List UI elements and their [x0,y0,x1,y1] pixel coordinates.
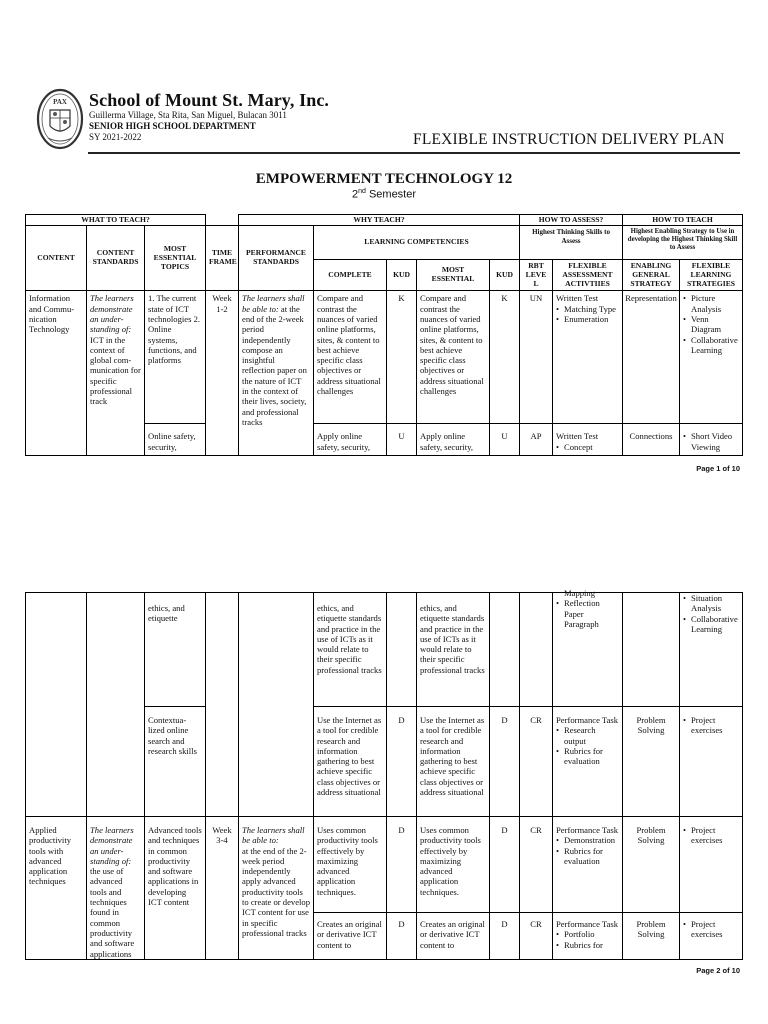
page-number-1: Page 1 of 10 [696,464,740,473]
assessment-item: • Enumeration [556,314,619,324]
assessment-cell [553,291,623,424]
kud-cell: K [387,291,417,424]
assessment-title: Performance Task [556,715,618,725]
standards-body: ICT in the context of global com-munication for specific professional track [90,334,141,407]
most-essential-col-header: MOST ESSENTIAL [417,260,490,291]
content-standards-cell [87,593,145,817]
assessment-item: • Rubrics for [556,940,619,950]
content-cell [26,593,87,817]
kud-cell [387,593,417,707]
assessment-cell [553,424,623,456]
general-strategy-cell [623,913,680,960]
learning-strategies-cell [680,291,743,424]
rbt-text: AP [530,431,542,442]
school-address: Guillerma Village, Sta Rita, San Miguel, Bulacan 3011 [89,110,287,120]
assessment-item: • Demonstration [556,835,619,845]
general-strategy-cell [623,817,680,913]
most-essential-cell [417,424,490,456]
rbt-cell [520,707,553,817]
rbt-cell [520,424,553,456]
most-essential-text: Use the Internet as a tool for credible research and information gathering to best achieve specific class objectives or address situational [420,715,485,798]
assessment-cell [553,707,623,817]
time-frame-col-header: TIME FRAME [206,226,239,291]
strategy-item: • Project exercises [683,715,739,736]
complete-text: Creates an original or derivative ICT content to [317,919,382,950]
strategy-item: • Project exercises [683,825,739,846]
assessment-item-continued: Mapping [564,588,596,598]
assessment-cell [553,817,623,913]
kud-text: D [398,919,405,929]
subject-title: EMPOWERMENT TECHNOLOGY 12 [255,171,513,187]
strategy-item: • Collaborative Learning [683,335,739,356]
complete-cell: Compare and contrast the nuances of varied online platforms, sites, & content to best achieve specific class objectives or address situational challenges [314,291,387,424]
general-strategy-cell: Representation [623,291,680,424]
kud-cell [387,424,417,456]
highest-enabling-header: Highest Enabling Strategy to Use in developing the Highest Thinking Skill to Assess [623,226,743,260]
semester-number: 2 [351,188,359,201]
general-strategy-text: Problem Solving [636,825,666,846]
header-divider [88,152,740,154]
kud-text-2: D [501,825,508,835]
plan-table-page2 [25,588,743,960]
strategy-item: • Situation Analysis [683,593,739,614]
learning-strategies-cell [680,707,743,817]
learning-competencies-header: LEARNING COMPETENCIES [314,226,520,260]
rbt-cell [520,593,553,707]
rbt-text: CR [530,825,542,835]
time-frame-text: Week 3-4 [212,825,232,846]
most-essential-topics-col-header: MOST ESSENTIAL TOPICS [145,226,206,291]
rbt-level-col-header: RBT LEVE L [520,260,553,291]
rbt-text: CR [530,919,542,929]
department-name: SENIOR HIGH SCHOOL DEPARTMENT [89,121,256,131]
topic-cell [145,593,206,707]
rbt-text: CR [530,715,542,725]
performance-standards-cell [239,817,314,960]
kud-text-2: D [501,715,508,725]
assessment-title: Written Test [556,431,599,442]
strategy-item: • Project exercises [683,919,739,940]
assessment-item: • Rubrics for evaluation [556,746,619,767]
assessment-item: • Concept [556,442,619,452]
most-essential-cell [417,817,490,913]
kud-cell-2 [490,593,520,707]
complete-cell [314,424,387,456]
page-number-2: Page 2 of 10 [696,966,740,975]
topic-cell: 1. The current state of ICT technologies 2. Online systems, functions, and platforms [145,291,206,424]
highest-thinking-header: Highest Thinking Skills to Assess [520,226,623,260]
most-essential-cell [417,913,490,960]
complete-cell [314,913,387,960]
kud-cell-2 [490,817,520,913]
rbt-cell: UN [520,291,553,424]
complete-col-header: COMPLETE [314,260,387,291]
most-essential-text: Apply online safety, security, [420,431,474,452]
kud-text-2: U [501,431,508,442]
performance-lead: The learners shall be able to: [242,293,305,314]
performance-standards-cell [239,593,314,817]
most-essential-text: Uses common productivity tools effectively by maximizing advanced application techniques. [420,825,481,897]
time-frame-cell [206,817,239,960]
how-to-teach-header: HOW TO TEACH [623,215,743,226]
performance-body: at the end of the 2-week period independently apply advanced productivity tools to create or develop ICT content for use in specific professional tracks [242,845,310,938]
kud-cell-2 [490,424,520,456]
general-strategy-cell [623,593,680,707]
complete-text: Uses common productivity tools effectively by maximizing advanced application techniques. [317,825,378,897]
how-to-assess-header: HOW TO ASSESS? [520,215,623,226]
kud-cell-2 [490,707,520,817]
most-essential-cell: Compare and contrast the nuances of varied online platforms, sites, & content to best achieve specific class objectives or address situational challenges [417,291,490,424]
semester-label [0,188,768,201]
semester-suffix: nd [358,188,366,195]
general-strategy-text: Problem Solving [636,715,666,736]
kud-cell-2: K [490,291,520,424]
why-teach-header: WHY TEACH? [239,215,520,226]
general-strategy-cell [623,707,680,817]
assessment-title: Written Test [556,293,599,304]
topic-text: ethics, and etiquette [148,603,185,624]
what-to-teach-header: WHAT TO TEACH? [26,215,206,226]
topic-text: Advanced tools and techniques in common productivity and software applications in developing ICT content [148,825,202,908]
time-frame-cell: Week 1-2 [206,291,239,456]
kud-col-header: KUD [387,260,417,291]
content-col-header: CONTENT [26,226,87,291]
content-cell [26,817,87,960]
kud-cell [387,817,417,913]
content-standards-cell [87,291,145,456]
assessment-item: • Matching Type [556,304,619,314]
complete-text: ethics, and etiquette standards and practice in the use of ICTs as it would relate to their specific professional tracks [317,603,382,675]
strategy-item: • Venn Diagram [683,314,739,335]
most-essential-text: Creates an original or derivative ICT content to [420,919,485,950]
seal-text: PAX [53,98,67,106]
kud-text: D [398,825,405,835]
topic-cell [145,424,206,456]
content-standards-col-header: CONTENT STANDARDS [87,226,145,291]
assessment-item: • Research output [556,725,619,746]
topic-text: Contextua-lized online search and research skills [148,715,197,756]
assessment-item: • Portfolio [556,929,619,939]
kud-text: D [398,715,405,725]
kud-text-2: D [501,919,508,929]
kud-cell [387,913,417,960]
content-cell: Information and Commu-nication Technology [26,291,87,456]
standards-body: the use of advanced tools and techniques found in common productivity and software applications [90,866,135,959]
school-seal-logo [36,88,84,150]
assessment-title: Performance Task [556,825,618,835]
complete-text: Use the Internet as a tool for credible research and information gathering to best achieve specific class objectives or address situational [317,715,382,798]
assessment-cell [553,588,623,707]
rbt-cell [520,913,553,960]
flexible-assessment-col-header: FLEXIBLE ASSESSMENT ACTIVTIIES [553,260,623,291]
general-strategy-text: Connections [629,431,673,442]
topic-text: Online safety, security, [148,431,196,452]
learning-strategies-cell [680,424,743,456]
header-gap [206,215,239,226]
strategy-item: • Picture Analysis [683,293,739,314]
learning-strategies-cell [680,817,743,913]
assessment-item: • Rubrics for evaluation [556,846,619,867]
performance-lead: The learners shall be able to: [242,825,305,846]
complete-text: Apply online safety, security, [317,431,371,452]
strategy-item: • Short Video Viewing [683,431,739,452]
performance-body: at the end of the 2-week period independently compose an insightful reflection paper on the nature of ICT in the context of their lives, society, and professional tracks [242,303,307,427]
school-name: School of Mount St. Mary, Inc. [89,90,330,110]
performance-standards-cell [239,291,314,456]
plan-title: FLEXIBLE INSTRUCTION DELIVERY PLAN [413,131,725,148]
learning-strategies-cell [680,593,743,707]
most-essential-cell [417,707,490,817]
assessment-item: • Reflection Paper Paragraph [556,598,619,629]
time-frame-cell [206,593,239,817]
semester-word: Semester [365,188,417,201]
general-strategy-cell [623,424,680,456]
plan-table-page1 [25,214,743,456]
content-text: Applied productivity tools with advanced application techniques [29,825,72,887]
kud-col-header-2: KUD [490,260,520,291]
kud-cell-2 [490,913,520,960]
complete-cell [314,817,387,913]
general-strategy-text: Problem Solving [636,919,666,940]
assessment-title: Performance Task [556,919,618,929]
assessment-cell [553,913,623,960]
most-essential-cell [417,593,490,707]
rbt-cell [520,817,553,913]
standards-lead: The learners demonstrate an under-standing of: [90,293,134,335]
school-year: SY 2021-2022 [89,132,142,142]
kud-cell [387,707,417,817]
standards-lead: The learners demonstrate an under-standing of: [90,825,134,866]
flexible-learning-col-header: FLEXIBLE LEARNING STRATEGIES [680,260,743,291]
enabling-general-col-header: ENABLING GENERAL STRATEGY [623,260,680,291]
complete-cell [314,707,387,817]
kud-text: U [398,431,405,442]
topic-cell [145,707,206,817]
complete-cell [314,593,387,707]
most-essential-text: ethics, and etiquette standards and practice in the use of ICTs as it would relate to their specific professional tracks [420,603,485,675]
strategy-item: • Collaborative Learning [683,614,739,635]
content-standards-cell [87,817,145,960]
learning-strategies-cell [680,913,743,960]
performance-standards-col-header: PERFORMANCE STANDARDS [239,226,314,291]
topic-cell [145,817,206,960]
